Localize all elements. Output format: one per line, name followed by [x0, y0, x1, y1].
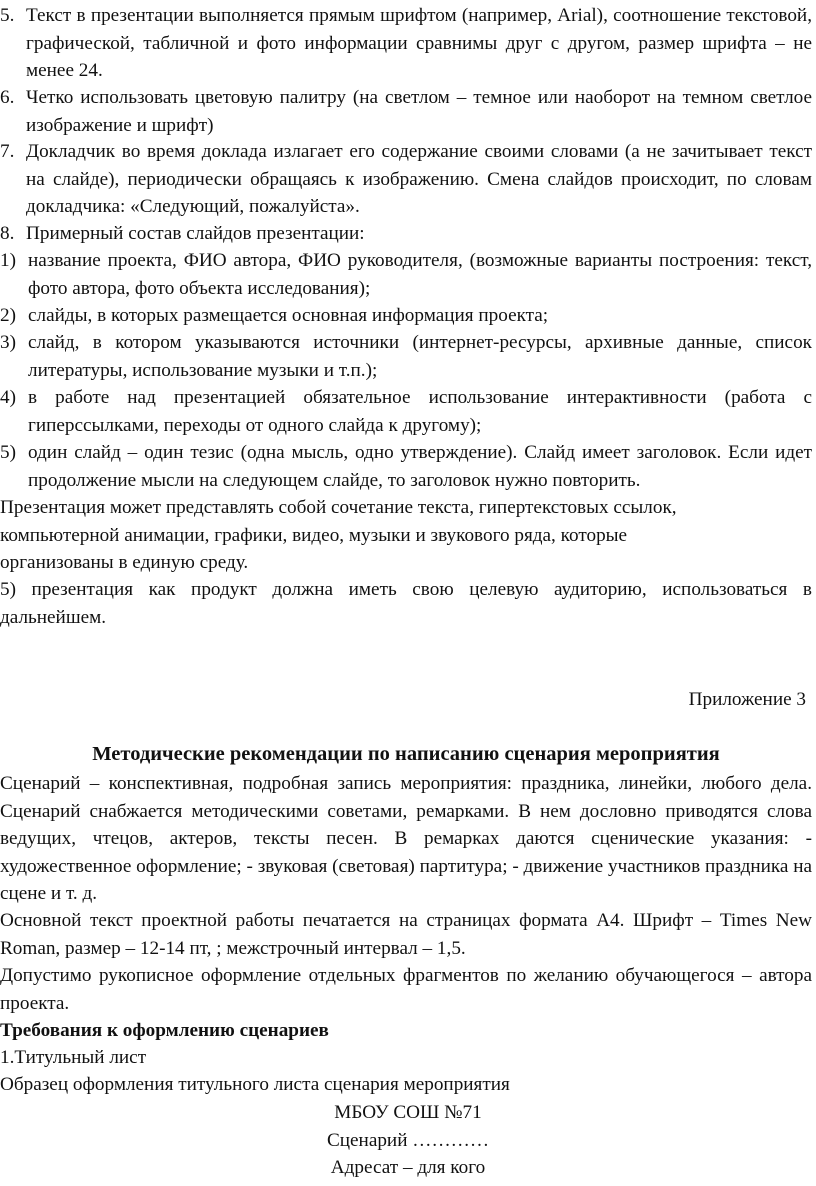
list-text: название проекта, ФИО автора, ФИО руководителя, (возможные варианты построения: текст, фото автора, фото объекта исследования); — [28, 250, 812, 299]
list-number: 2) — [0, 305, 16, 326]
list-item-3 — [0, 329, 812, 384]
list-text: слайд, в котором указываются источники (интернет-ресурсы, архивные данные, список литературы, использование музыки и т.п.); — [28, 332, 812, 381]
format-paragraph: Основной текст проектной работы печатается на страницах формата А4. Шрифт – Times New Roman, размер – 12-14 пт, ; межстрочный интервал – 1,5. — [0, 910, 812, 959]
list-item-5b — [0, 439, 812, 494]
section-title: Методические рекомендации по написанию сценария мероприятия — [92, 743, 720, 765]
list-item-8 — [0, 220, 812, 248]
list-text: один слайд – один тезис (одна мысль, одно утверждение). Слайд имеет заголовок. Если идет продолжение мысли на следующем слайде, то заголовок нужно повторить. — [28, 442, 812, 491]
list-text: Текст в презентации выполняется прямым шрифтом (например, Arial), соотношение текстовой, графической, табличной и фото информации сравнимы друг с другом, размер шрифта – не менее 24. — [26, 5, 812, 82]
appendix-label: Приложение 3 — [688, 689, 806, 710]
list-item-7 — [0, 138, 812, 221]
list-item-5 — [0, 2, 812, 85]
presentation-paragraph: Презентация может представлять собой сочетание текста, гипертекстовых ссылок, компьютерной анимации, графики, видео, музыки и звукового ряда, которые организованы в единую среду. — [0, 497, 677, 574]
sample-caption: Образец оформления титульного листа сценария мероприятия — [0, 1074, 510, 1095]
list-text: Докладчик во время доклада излагает его содержание своими словами (а не зачитывает текст на слайде), периодически обращаясь к изображению. Смена слайдов происходит, по словам докладчика: «Следующий, пожалуйста». — [26, 141, 812, 218]
list-number: 6. — [0, 87, 15, 108]
addressee-line: Адресат – для кого — [330, 1157, 486, 1178]
list-item-1 — [0, 247, 812, 302]
list-number: 8. — [0, 223, 15, 244]
list-item-4 — [0, 384, 812, 439]
list-number: 4) — [0, 387, 16, 408]
list-text: в работе над презентацией обязательное использование интерактивности (работа с гиперссылками, переходы от одного слайда к другому); — [28, 387, 812, 436]
title-sheet-item: 1.Титульный лист — [0, 1047, 147, 1068]
list-number: 1) — [0, 250, 16, 271]
scenario-line: Сценарий ………… — [326, 1130, 490, 1151]
list-item-6 — [0, 84, 812, 139]
requirements-heading: Требования к оформлению сценариев — [0, 1020, 329, 1041]
list-number: 3) — [0, 332, 16, 353]
list-number: 7. — [0, 141, 15, 162]
list-item-2 — [0, 302, 812, 330]
scenario-paragraph: Сценарий – конспективная, подробная запись мероприятия: праздника, линейки, любого дела. Сценарий снабжается методическими советами, ремарками. В нем дословно приводятся слова ведущих, чтецов, актеров, тексты песен. В ремарках даются сценические указания: - художественное оформление; - звуковая (световая) партитура; - движение участников праздника на сцене и т. д. — [0, 773, 813, 905]
list-text: Четко использовать цветовую палитру (на светлом – темное или наоборот на темном светлое изображение и шрифт) — [26, 87, 812, 136]
list-text: слайды, в которых размещается основная информация проекта; — [28, 305, 549, 326]
list-text: Примерный состав слайдов презентации: — [26, 223, 365, 244]
handwritten-paragraph: Допустимо рукописное оформление отдельных фрагментов по желанию обучающегося – автора проекта. — [0, 965, 812, 1014]
audience-paragraph: 5) презентация как продукт должна иметь свою целевую аудиторию, использоваться в дальнейшем. — [0, 579, 812, 628]
school-name: МБОУ СОШ №71 — [334, 1102, 482, 1123]
list-number: 5) — [0, 442, 16, 463]
list-number: 5. — [0, 5, 15, 26]
